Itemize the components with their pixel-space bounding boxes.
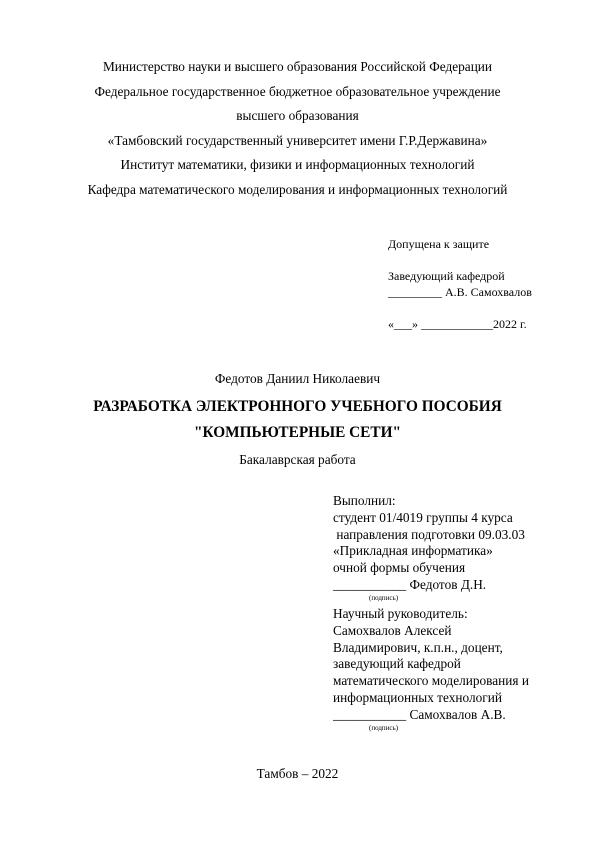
thesis-title-line1: РАЗРАБОТКА ЭЛЕКТРОННОГО УЧЕБНОГО ПОСОБИЯ [93,398,502,415]
institution-type-line: Федеральное государственное бюджетное образовательное учреждение [94,83,501,99]
approval-date: «___» ____________2022 г. [388,317,527,331]
supervisor-line: Владимирович, к.п.н., доцент, [333,639,503,655]
head-of-department-signature: _________ А.В. Самохвалов [388,285,532,299]
performer-line: студент 01/4019 группы 4 курса [333,509,513,525]
supervisor-block [333,606,529,733]
supervisor-line: заведующий кафедрой [333,656,461,672]
performer-line: направления подготовки 09.03.03 [333,526,525,542]
signature-caption: (подпись) [369,593,399,602]
admitted-label: Допущена к защите [388,237,490,251]
performer-signature: ___________ Федотов Д.Н. [333,576,487,592]
department-line: Кафедра математического моделирования и информационных технологий [87,181,508,197]
supervisor-signature: ___________ Самохвалов А.В. [333,706,506,722]
institute-line: Институт математики, физики и информационных технологий [120,157,475,173]
performer-block [333,493,525,603]
education-level-line: высшего образования [236,108,359,124]
institution-header [0,55,595,203]
thesis-title-line2: "КОМПЬЮТЕРНЫЕ СЕТИ" [194,424,401,441]
signature-caption: (подпись) [369,723,399,732]
ministry-line: Министерство науки и высшего образования Российской Федерации [102,59,493,74]
supervisor-line: математического моделирования и [333,673,529,689]
supervisor-line: Самохвалов Алексей [333,622,452,638]
performer-line: очной формы обучения [333,560,466,576]
head-of-department-role: Заведующий кафедрой [388,269,505,283]
performer-line: «Прикладная информатика» [333,543,493,559]
university-name-line: «Тамбовский государственный университет имени Г.Р.Державина» [107,132,488,148]
defense-approval-block [388,236,532,332]
city-year: Тамбов – 2022 [256,766,339,781]
supervisor-line: информационных технологий [333,689,502,705]
performer-label: Выполнил: [333,493,396,508]
thesis-title [0,394,595,446]
work-type: Бакалаврская работа [239,452,356,467]
supervisor-label: Научный руководитель: [333,606,468,621]
author-name: Федотов Даниил Николаевич [214,371,381,386]
